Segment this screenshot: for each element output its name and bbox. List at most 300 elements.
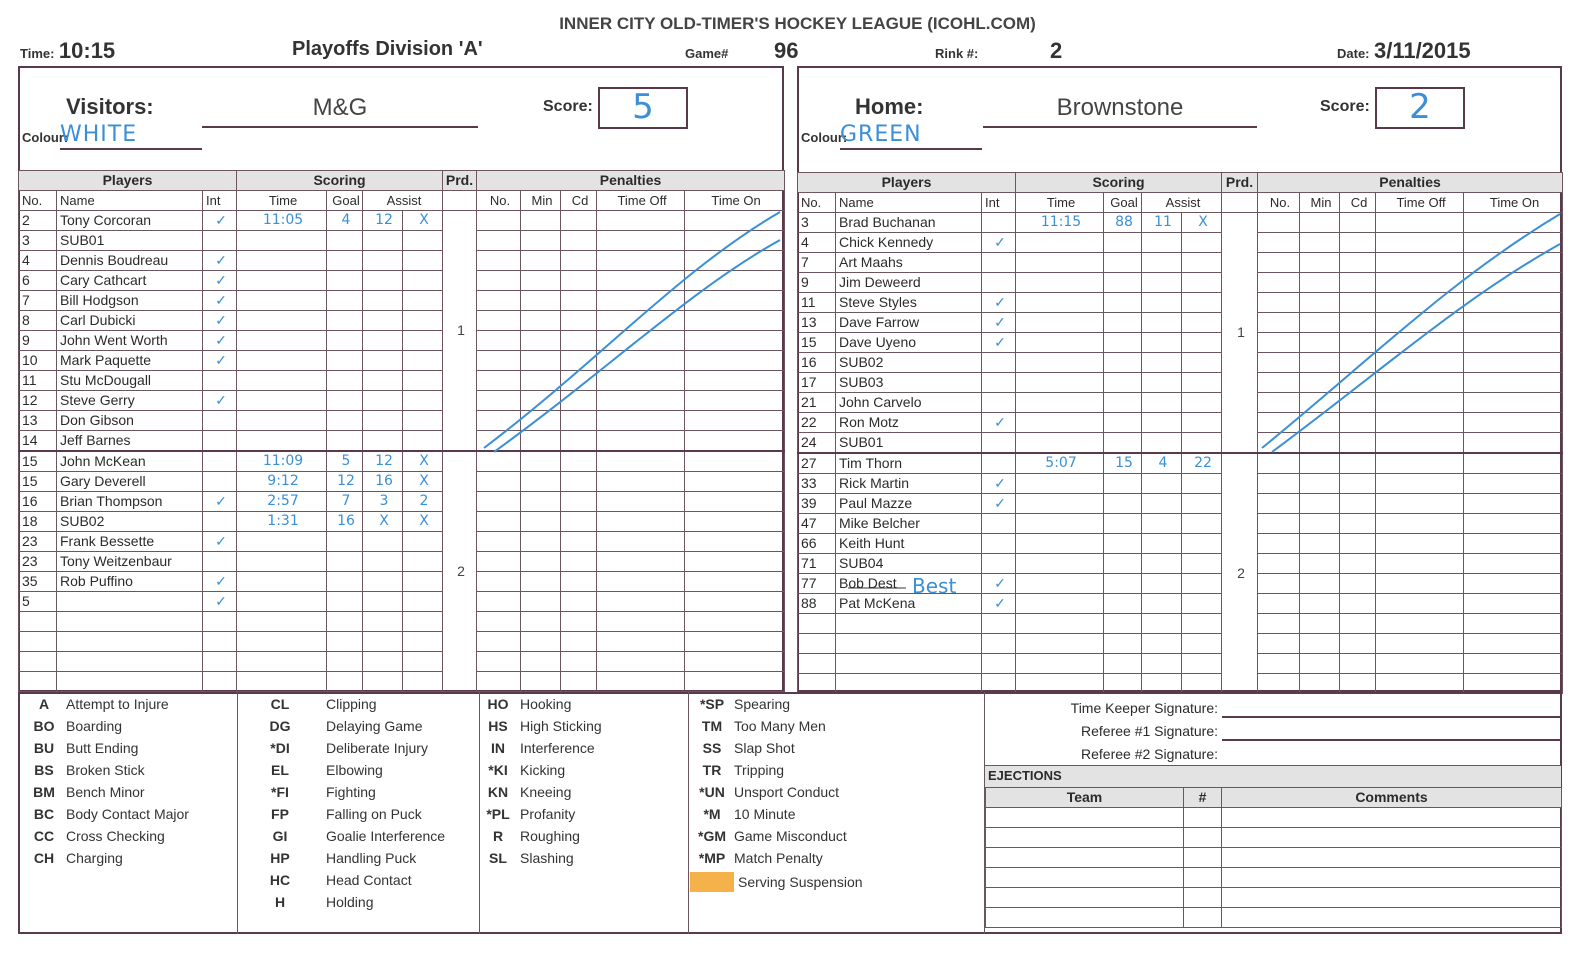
no-header: No.: [19, 191, 57, 211]
player-name[interactable]: Dave Uyeno: [836, 333, 982, 353]
player-name[interactable]: Tony Corcoran: [57, 211, 203, 231]
penalties-header: Penalties: [477, 171, 785, 191]
ejection-row[interactable]: [986, 828, 1562, 848]
penalties-header: Penalties: [1258, 173, 1563, 193]
legend-code: HC: [269, 872, 291, 888]
goal-scorer[interactable]: 16: [327, 512, 363, 532]
visitors-colour: WHITE: [60, 122, 202, 150]
legend-item: [22, 718, 189, 740]
legend-col-1: [22, 696, 189, 872]
player-name[interactable]: Steve Styles: [836, 293, 982, 313]
legend-code: BM: [33, 784, 55, 800]
ejection-row[interactable]: [986, 808, 1562, 828]
goal-time[interactable]: 5:07: [1016, 453, 1104, 474]
goal-scorer[interactable]: 7: [327, 492, 363, 512]
player-in-check[interactable]: ✓: [203, 391, 237, 411]
player-name[interactable]: Keith Hunt: [836, 534, 982, 554]
period-2-cell: 2: [1222, 453, 1258, 694]
player-name[interactable]: SUB01: [836, 433, 982, 454]
legend-code: BC: [33, 806, 55, 822]
assist-1[interactable]: 12: [363, 451, 403, 472]
player-number[interactable]: 12: [19, 391, 57, 411]
game-label: Game#: [685, 46, 729, 61]
legend-label: Too Many Men: [734, 718, 826, 734]
home-strike-line-1: [1262, 214, 1560, 448]
player-name[interactable]: Stu McDougall: [57, 371, 203, 391]
legend-code: *DI: [270, 740, 290, 756]
time-on-header: Time On: [685, 191, 785, 211]
ejections-table: [985, 787, 1562, 928]
legend-item: [690, 784, 847, 806]
goal-time[interactable]: 11:15: [1016, 213, 1104, 233]
player-number[interactable]: 33: [798, 474, 836, 494]
legend-item: [258, 850, 445, 872]
legend-label: Profanity: [520, 806, 576, 822]
time-header: Time: [1016, 193, 1104, 213]
time-on-header: Time On: [1464, 193, 1563, 213]
assist-1[interactable]: 4: [1142, 453, 1182, 474]
player-name[interactable]: Brad Buchanan: [836, 213, 982, 233]
legend-item: [476, 762, 602, 784]
home-team-name: Brownstone: [983, 94, 1257, 128]
goal-header: Goal: [327, 191, 363, 211]
player-number[interactable]: 77: [798, 574, 836, 594]
home-strike-line-2: [1272, 244, 1560, 452]
player-name[interactable]: SUB02: [836, 353, 982, 373]
prd-header: Prd.: [443, 171, 477, 191]
timekeeper-signature-line[interactable]: [1222, 716, 1560, 718]
legend-item: [22, 828, 189, 850]
player-number[interactable]: 21: [798, 393, 836, 413]
legend-code: FP: [271, 806, 289, 822]
name-correction: Best: [912, 574, 957, 598]
legend-label: Unsport Conduct: [734, 784, 840, 800]
player-name[interactable]: SUB01: [57, 231, 203, 251]
player-number[interactable]: 13: [798, 313, 836, 333]
player-name[interactable]: Steve Gerry: [57, 391, 203, 411]
legend-code: *GM: [698, 828, 726, 844]
legend-code: *PL: [486, 806, 510, 822]
period-1-cell: 1: [1222, 213, 1258, 454]
assist-2[interactable]: X: [403, 451, 443, 472]
legend-item: [690, 806, 847, 828]
legend-item: [258, 718, 445, 740]
period-1-cell: 1: [443, 211, 477, 452]
assist-1[interactable]: X: [363, 512, 403, 532]
player-name[interactable]: Frank Bessette: [57, 532, 203, 552]
name-header: Name: [836, 193, 982, 213]
legend-code: R: [492, 828, 504, 844]
home-label: Home:: [855, 94, 924, 119]
player-number[interactable]: 14: [19, 431, 57, 452]
goal-scorer[interactable]: 4: [327, 211, 363, 231]
player-in-check[interactable]: ✓: [982, 594, 1016, 614]
legend-label: Slap Shot: [734, 740, 795, 756]
legend-label: Boarding: [66, 718, 123, 734]
legend-code: CL: [270, 696, 290, 712]
visitors-strike-line-1: [484, 212, 780, 448]
player-name[interactable]: Jim Deweerd: [836, 273, 982, 293]
legend-label: Body Contact Major: [66, 806, 189, 822]
assist-2[interactable]: X: [403, 472, 443, 492]
pen-no-header: No.: [1258, 193, 1300, 213]
players-header: Players: [19, 171, 237, 191]
player-number[interactable]: 3: [19, 231, 57, 251]
player-in-check[interactable]: ✓: [982, 474, 1016, 494]
assist-2[interactable]: 2: [403, 492, 443, 512]
cd-header: Cd: [1340, 193, 1376, 213]
player-number[interactable]: 9: [19, 331, 57, 351]
legend-label: Kneeing: [520, 784, 572, 800]
player-number[interactable]: 47: [798, 514, 836, 534]
player-number[interactable]: 11: [19, 371, 57, 391]
min-header: Min: [1300, 193, 1340, 213]
player-name[interactable]: Carl Dubicki: [57, 311, 203, 331]
legend-item: [22, 740, 189, 762]
legend-code: CH: [33, 850, 55, 866]
player-number[interactable]: 24: [798, 433, 836, 454]
ejection-row[interactable]: [986, 888, 1562, 908]
legend-item: [476, 850, 602, 872]
legend-item: [476, 806, 602, 828]
assist-header: Assist: [363, 191, 443, 211]
player-in-check[interactable]: ✓: [203, 532, 237, 552]
player-number[interactable]: 35: [19, 572, 57, 592]
ejections-team-header: Team: [986, 788, 1184, 808]
legend-label: Elbowing: [326, 762, 383, 778]
player-number[interactable]: 6: [19, 271, 57, 291]
player-number[interactable]: 16: [798, 353, 836, 373]
legend-item: [690, 740, 847, 762]
players-header: Players: [798, 173, 1016, 193]
player-number[interactable]: 71: [798, 554, 836, 574]
player-name[interactable]: Rick Martin: [836, 474, 982, 494]
ejection-row[interactable]: [986, 868, 1562, 888]
player-name[interactable]: Paul Mazze: [836, 494, 982, 514]
legend-code: IN: [491, 740, 505, 756]
player-number[interactable]: 7: [19, 291, 57, 311]
ejection-row[interactable]: [986, 908, 1562, 928]
player-name[interactable]: SUB04: [836, 554, 982, 574]
legend-item: [258, 740, 445, 762]
legend-code: EL: [271, 762, 289, 778]
player-name[interactable]: SUB02: [57, 512, 203, 532]
no-header: No.: [798, 193, 836, 213]
legend-item: [690, 828, 847, 850]
player-name[interactable]: Rob Puffino: [57, 572, 203, 592]
player-name[interactable]: John Went Worth: [57, 331, 203, 351]
date-label: Date:: [1337, 46, 1370, 61]
player-name[interactable]: Bob Dest: [836, 574, 982, 594]
player-number[interactable]: 22: [798, 413, 836, 433]
legend-item: [258, 872, 445, 894]
assist-2[interactable]: X: [403, 512, 443, 532]
legend-code: *SP: [699, 696, 725, 712]
player-name[interactable]: SUB03: [836, 373, 982, 393]
ejection-row[interactable]: [986, 848, 1562, 868]
assist-header: Assist: [1142, 193, 1222, 213]
player-number[interactable]: 39: [798, 494, 836, 514]
player-in-check[interactable]: ✓: [203, 311, 237, 331]
legend-item: [690, 850, 847, 872]
legend-item: [258, 828, 445, 850]
player-name[interactable]: Jeff Barnes: [57, 431, 203, 452]
legend-label: Hooking: [520, 696, 572, 712]
player-number[interactable]: 18: [19, 512, 57, 532]
legend-label: Charging: [66, 850, 123, 866]
min-header: Min: [521, 191, 561, 211]
legend-label: Butt Ending: [66, 740, 139, 756]
legend-code: *UN: [699, 784, 725, 800]
player-number[interactable]: 23: [19, 552, 57, 572]
goal-time[interactable]: 11:09: [237, 451, 327, 472]
goal-scorer[interactable]: 15: [1104, 453, 1142, 474]
player-number[interactable]: 15: [19, 472, 57, 492]
legend-label: Delaying Game: [326, 718, 423, 734]
referee1-signature-label: Referee #1 Signature:: [1081, 723, 1218, 739]
player-name[interactable]: Chick Kennedy: [836, 233, 982, 253]
player-in-check[interactable]: ✓: [203, 572, 237, 592]
player-in-check[interactable]: ✓: [982, 233, 1016, 253]
legend-item: [258, 806, 445, 828]
goal-time[interactable]: 2:57: [237, 492, 327, 512]
legend-label: Goalie Interference: [326, 828, 446, 844]
legend-label: Match Penalty: [734, 850, 823, 866]
legend-code: SS: [702, 740, 722, 756]
goal-time[interactable]: 9:12: [237, 472, 327, 492]
assist-1[interactable]: 16: [363, 472, 403, 492]
player-name[interactable]: Tim Thorn: [836, 453, 982, 474]
legend-label: Roughing: [520, 828, 580, 844]
legend-divider-3: [688, 692, 689, 934]
player-number[interactable]: 9: [798, 273, 836, 293]
player-in-check[interactable]: ✓: [982, 574, 1016, 594]
legend-item: [22, 762, 189, 784]
visitors-colour-label: Colour:: [22, 130, 69, 145]
scoring-header: Scoring: [1016, 173, 1222, 193]
legend-item: [258, 696, 445, 718]
player-in-check[interactable]: ✓: [203, 271, 237, 291]
player-name[interactable]: Brian Thompson: [57, 492, 203, 512]
int-header: Int: [982, 193, 1016, 213]
legend-code: A: [38, 696, 50, 712]
player-number[interactable]: 15: [19, 451, 57, 472]
player-in-check[interactable]: ✓: [203, 492, 237, 512]
legend-code: KN: [487, 784, 509, 800]
visitors-team-name: M&G: [202, 94, 478, 128]
player-in-check[interactable]: ✓: [203, 351, 237, 371]
player-number[interactable]: 16: [19, 492, 57, 512]
legend-col-3: [476, 696, 602, 872]
player-name[interactable]: Cary Cathcart: [57, 271, 203, 291]
legend-divider-1: [237, 692, 238, 934]
player-number[interactable]: 15: [798, 333, 836, 353]
legend-item: [690, 762, 847, 784]
assist-2[interactable]: X: [403, 211, 443, 231]
referee2-signature-label: Referee #2 Signature:: [1081, 746, 1218, 762]
visitors-score: 5: [598, 87, 688, 129]
home-colour: GREEN: [840, 122, 982, 150]
player-number[interactable]: 4: [19, 251, 57, 271]
player-name[interactable]: Gary Deverell: [57, 472, 203, 492]
player-in-check[interactable]: ✓: [203, 592, 237, 612]
player-number[interactable]: 10: [19, 351, 57, 371]
scoring-header: Scoring: [237, 171, 443, 191]
legend-code: *KI: [488, 762, 508, 778]
legend-code: TR: [702, 762, 722, 778]
goal-scorer[interactable]: 88: [1104, 213, 1142, 233]
ejections-comments-header: Comments: [1222, 788, 1562, 808]
player-name[interactable]: John Carvelo: [836, 393, 982, 413]
legend-code: TM: [701, 718, 723, 734]
player-name[interactable]: Pat McKena: [836, 594, 982, 614]
serving-label: Serving Suspension: [738, 874, 863, 890]
legend-item: [22, 784, 189, 806]
player-in-check[interactable]: ✓: [982, 494, 1016, 514]
player-name[interactable]: Ron Motz: [836, 413, 982, 433]
assist-1[interactable]: 3: [363, 492, 403, 512]
time-off-header: Time Off: [1376, 193, 1464, 213]
goal-time[interactable]: 11:05: [237, 211, 327, 231]
goal-time[interactable]: 1:31: [237, 512, 327, 532]
cd-header: Cd: [561, 191, 597, 211]
player-number[interactable]: 66: [798, 534, 836, 554]
player-number[interactable]: 27: [798, 453, 836, 474]
legend-label: Broken Stick: [66, 762, 145, 778]
legend-label: Bench Minor: [66, 784, 145, 800]
date-value: 3/11/2015: [1373, 38, 1471, 63]
player-number[interactable]: 3: [798, 213, 836, 233]
time-value: 10:15: [58, 38, 116, 63]
name-header: Name: [57, 191, 203, 211]
legend-code: H: [274, 894, 286, 910]
player-name[interactable]: Dave Farrow: [836, 313, 982, 333]
legend-code: *M: [703, 806, 721, 822]
player-in-check[interactable]: ✓: [203, 251, 237, 271]
goal-header: Goal: [1104, 193, 1142, 213]
legend-item: [476, 828, 602, 850]
league-title: INNER CITY OLD-TIMER'S HOCKEY LEAGUE (ICOHL.COM): [559, 14, 1036, 33]
player-in-check[interactable]: ✓: [982, 413, 1016, 433]
legend-label: Tripping: [734, 762, 785, 778]
assist-1[interactable]: 12: [363, 211, 403, 231]
time-label: Time:: [20, 46, 55, 61]
legend-label: Cross Checking: [66, 828, 165, 844]
player-name[interactable]: Bill Hodgson: [57, 291, 203, 311]
division-title: Playoffs Division 'A': [292, 38, 483, 60]
legend-item: [258, 894, 445, 916]
legend-label: Deliberate Injury: [326, 740, 428, 756]
player-name[interactable]: Don Gibson: [57, 411, 203, 431]
period-2-cell: 2: [443, 451, 477, 692]
goal-scorer[interactable]: 12: [327, 472, 363, 492]
pen-no-header: No.: [477, 191, 521, 211]
player-in-check[interactable]: ✓: [982, 313, 1016, 333]
legend-code: GI: [272, 828, 288, 844]
player-number[interactable]: 13: [19, 411, 57, 431]
time-off-header: Time Off: [597, 191, 685, 211]
legend-label: Head Contact: [326, 872, 412, 888]
player-number[interactable]: 8: [19, 311, 57, 331]
player-number[interactable]: 2: [19, 211, 57, 231]
legend-code: BO: [33, 718, 55, 734]
legend-label: Fighting: [326, 784, 376, 800]
assist-2[interactable]: X: [1182, 213, 1222, 233]
legend-code: HO: [487, 696, 509, 712]
player-name[interactable]: Mark Paquette: [57, 351, 203, 371]
home-score: 2: [1375, 87, 1465, 129]
ejections-header-row: [986, 788, 1562, 808]
legend-item: [476, 784, 602, 806]
ejections-bar: [985, 765, 1561, 789]
legend-item: [22, 806, 189, 828]
player-number[interactable]: 17: [798, 373, 836, 393]
legend-item: [22, 850, 189, 872]
legend-label: Spearing: [734, 696, 791, 712]
assist-2[interactable]: 22: [1182, 453, 1222, 474]
player-name[interactable]: John McKean: [57, 451, 203, 472]
player-number[interactable]: 5: [19, 592, 57, 612]
player-number[interactable]: 11: [798, 293, 836, 313]
ejections-num-header: #: [1184, 788, 1222, 808]
visitors-label: Visitors:: [66, 94, 154, 119]
legend-item: [258, 762, 445, 784]
legend-code: *FI: [271, 784, 289, 800]
player-number[interactable]: 23: [19, 532, 57, 552]
player-number[interactable]: 4: [798, 233, 836, 253]
player-number[interactable]: 7: [798, 253, 836, 273]
player-name[interactable]: Art Maahs: [836, 253, 982, 273]
home-score-label: Score:: [1320, 98, 1370, 115]
player-number[interactable]: 88: [798, 594, 836, 614]
assist-1[interactable]: 11: [1142, 213, 1182, 233]
referee1-signature-line[interactable]: [1222, 739, 1560, 741]
legend-code: BS: [34, 762, 54, 778]
player-in-check[interactable]: ✓: [982, 293, 1016, 313]
player-name[interactable]: Tony Weitzenbaur: [57, 552, 203, 572]
ejections-title: EJECTIONS: [988, 768, 1062, 783]
player-in-check[interactable]: ✓: [203, 211, 237, 231]
int-header: Int: [203, 191, 237, 211]
legend-code: DG: [269, 718, 291, 734]
rink-value: 2: [1050, 38, 1063, 63]
goal-scorer[interactable]: 5: [327, 451, 363, 472]
legend-item: [690, 696, 847, 718]
time-header: Time: [237, 191, 327, 211]
home-colour-label: Colour:: [801, 130, 848, 145]
player-in-check[interactable]: ✓: [203, 291, 237, 311]
legend-label: Handling Puck: [326, 850, 417, 866]
legend-item: [258, 784, 445, 806]
legend-label: Interference: [520, 740, 595, 756]
player-name[interactable]: Mike Belcher: [836, 514, 982, 534]
rink-label: Rink #:: [935, 46, 979, 61]
legend-label: High Sticking: [520, 718, 602, 734]
player-name[interactable]: Dennis Boudreau: [57, 251, 203, 271]
legend-item: [22, 696, 189, 718]
player-in-check[interactable]: ✓: [203, 331, 237, 351]
visitors-strike-line-2: [494, 240, 780, 452]
legend-code: SL: [489, 850, 507, 866]
legend-col-4: [690, 696, 847, 872]
legend-item: [476, 696, 602, 718]
game-value: 96: [774, 38, 799, 63]
player-in-check[interactable]: ✓: [982, 333, 1016, 353]
legend-label: Falling on Puck: [326, 806, 422, 822]
legend-code: BU: [33, 740, 55, 756]
visitors-score-label: Score:: [543, 98, 593, 115]
legend-item: [690, 718, 847, 740]
